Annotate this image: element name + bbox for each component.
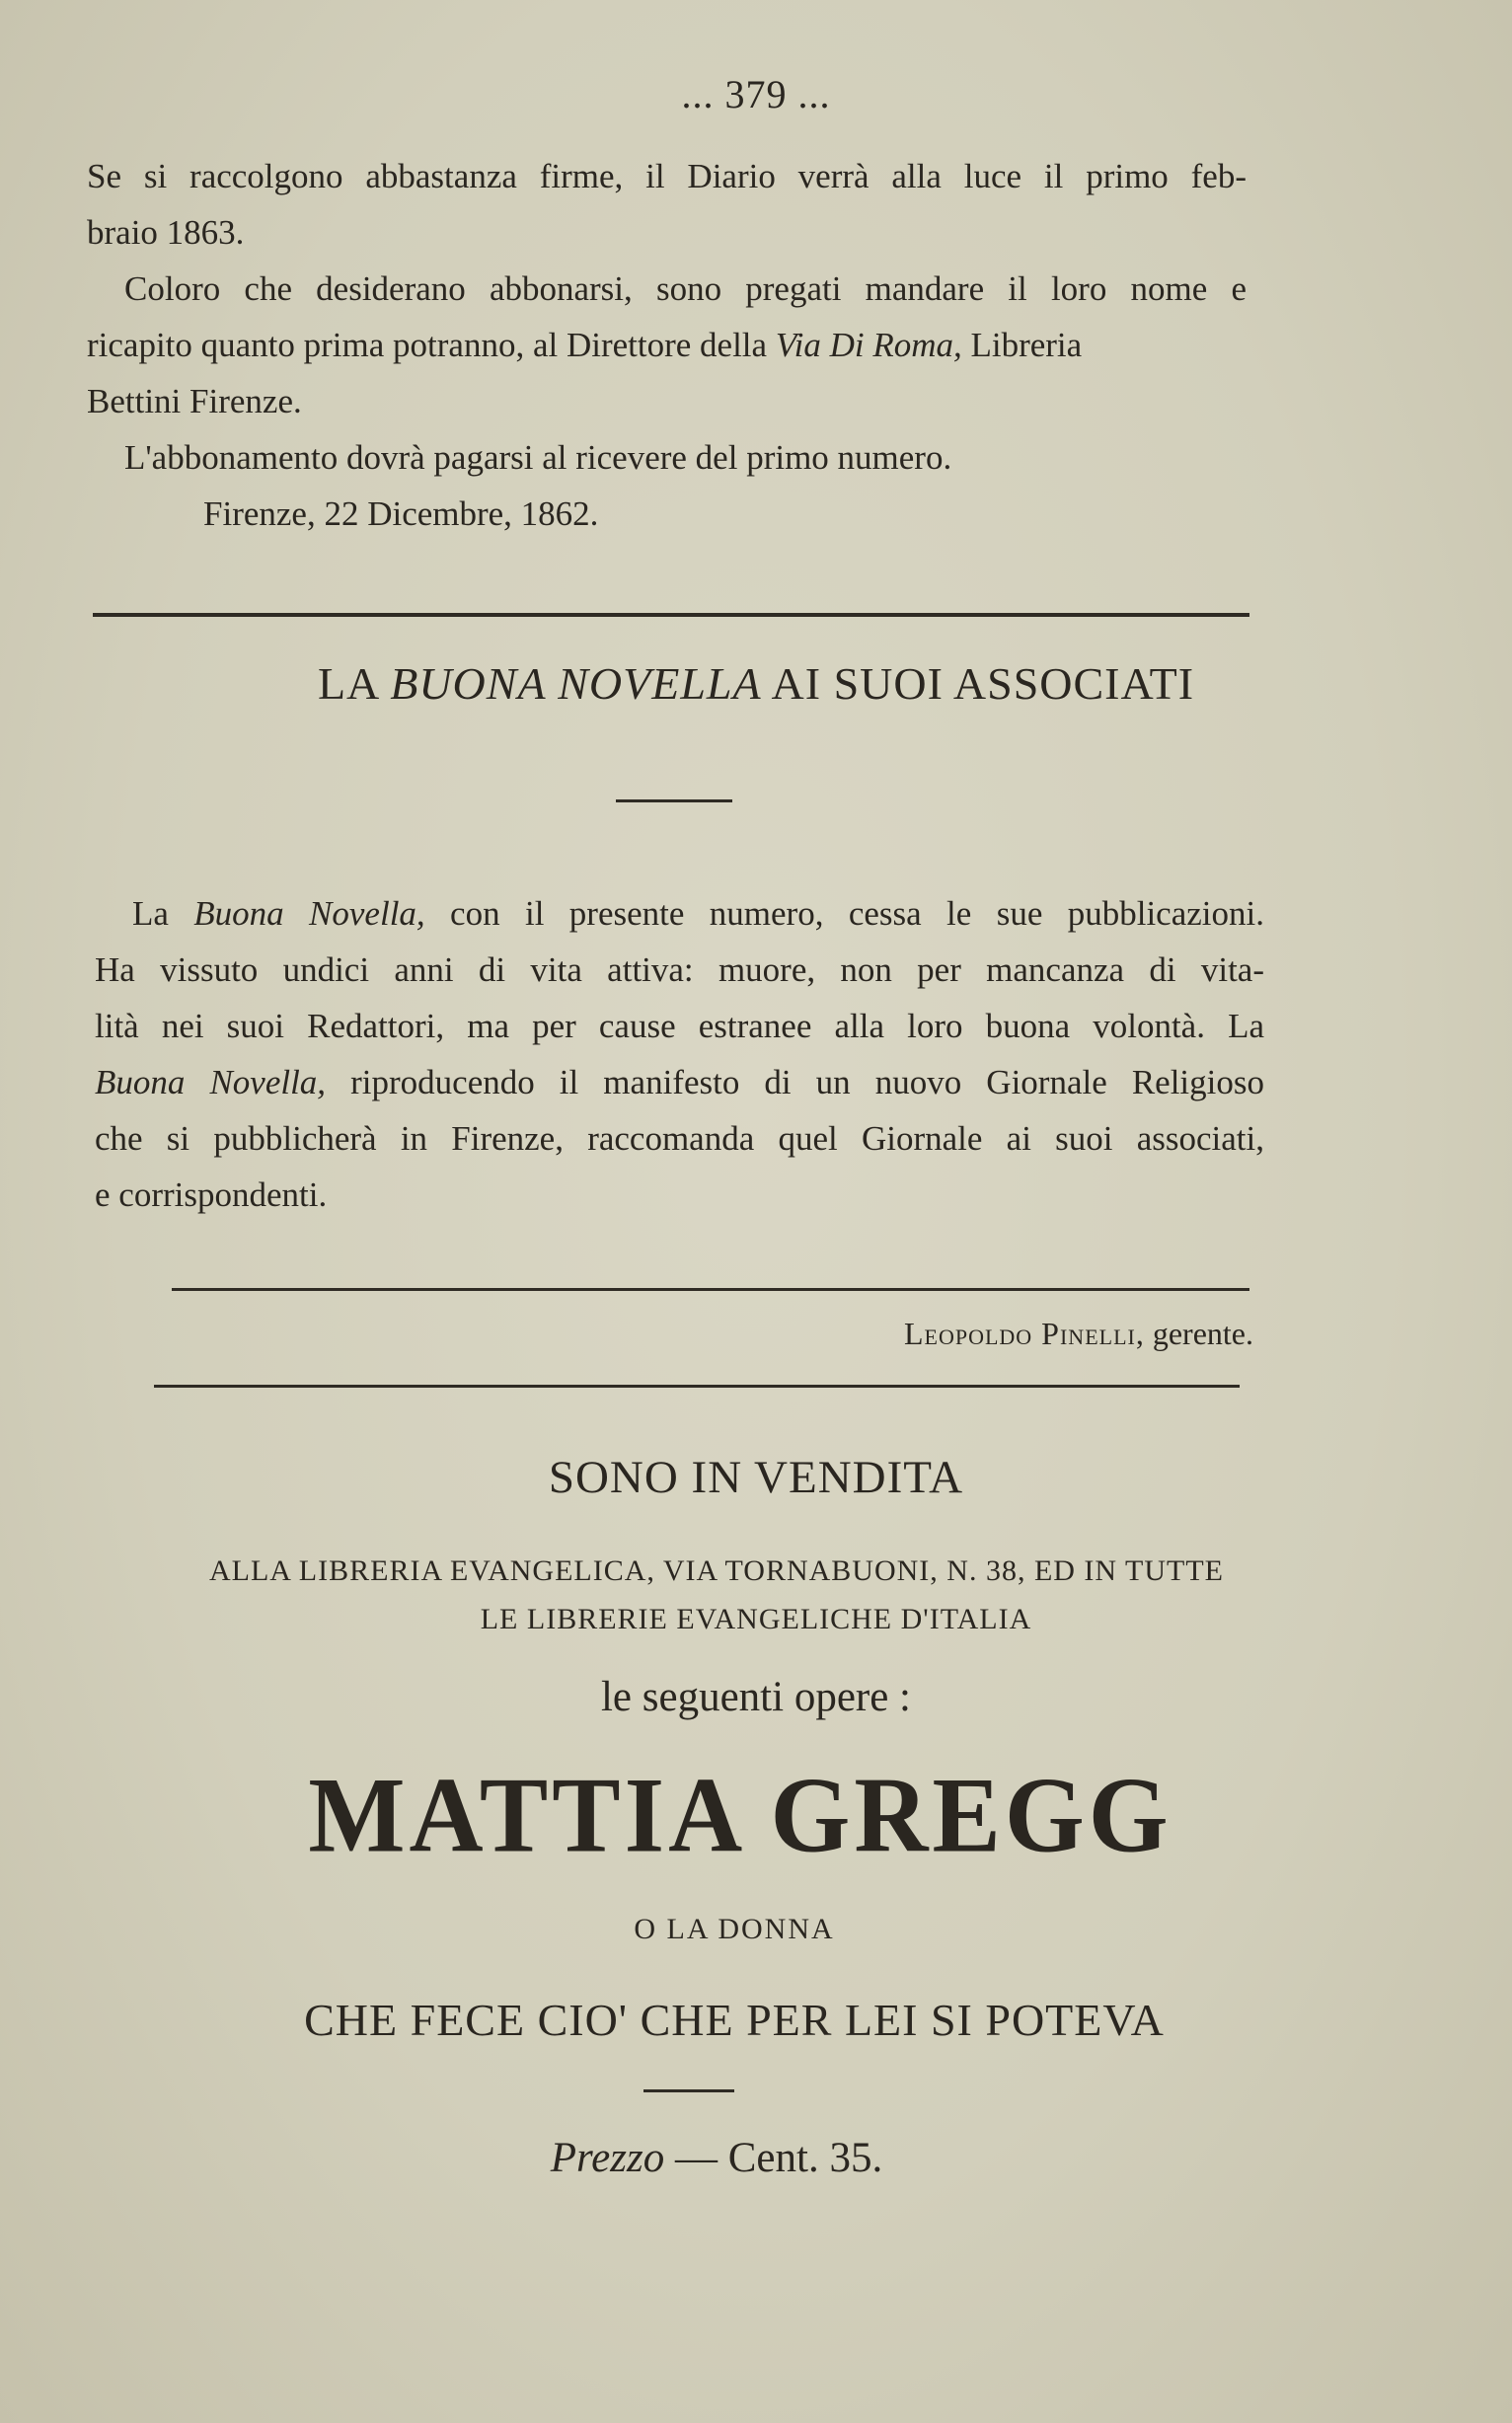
notice-line-2: Ha vissuto undici anni di vita attiva: muore, non per mancanza di vita- bbox=[95, 950, 1264, 989]
notice-line-1-italic: Buona Novella, bbox=[193, 894, 425, 933]
price-divider bbox=[643, 2089, 734, 2092]
signature-name: Leopoldo Pinelli, bbox=[903, 1316, 1145, 1351]
manifesto-line-5: Bettini Firenze. bbox=[87, 382, 302, 420]
manifesto-line-3: Coloro che desiderano abbonarsi, sono pregati mandare il loro nome e bbox=[124, 269, 1247, 308]
advert-sub-2: LE LIBRERIE EVANGELICHE D'ITALIA bbox=[480, 1603, 1032, 1635]
notice-heading bbox=[0, 657, 1512, 710]
book-subtitle-1: O LA DONNA bbox=[634, 1913, 835, 1945]
advert-sub-1: ALLA LIBRERIA EVANGELICA, VIA TORNABUONI, N. 38, ED IN TUTTE bbox=[208, 1554, 1225, 1587]
manifesto-line-4 bbox=[87, 317, 1261, 373]
notice-heading-italic: BUONA NOVELLA bbox=[390, 658, 762, 709]
manifesto-date: Firenze, 22 Dicembre, 1862. bbox=[203, 494, 599, 533]
notice-line-1-a: La bbox=[132, 894, 194, 933]
notice-line-4-italic: Buona Novella, bbox=[95, 1063, 327, 1101]
book-subtitle-2: CHE FECE CIO' CHE PER LEI SI POTEVA bbox=[304, 1995, 1165, 2045]
manifesto-line-4-b: Libreria bbox=[961, 326, 1083, 364]
signature-divider bbox=[172, 1288, 1249, 1291]
journal-name: Via Di Roma, bbox=[775, 326, 962, 364]
manifesto-line-2: braio 1863. bbox=[87, 213, 245, 252]
notice-heading-a: LA bbox=[317, 658, 391, 709]
advert-divider bbox=[154, 1385, 1240, 1388]
advert-intro: le seguenti opere : bbox=[600, 1674, 912, 1720]
short-divider bbox=[616, 799, 732, 802]
notice-line-4-b: riproducendo il manifesto di un nuovo Giornale Religioso bbox=[326, 1063, 1264, 1101]
notice-line-1-b: con il presente numero, cessa le sue pubblicazioni. bbox=[424, 894, 1264, 933]
manifesto-line-1: Se si raccolgono abbastanza firme, il Diario verrà alla luce il primo feb- bbox=[87, 157, 1247, 195]
advert-heading: SONO IN VENDITA bbox=[548, 1452, 964, 1503]
signature-role: gerente. bbox=[1144, 1316, 1253, 1351]
price-separator: — bbox=[664, 2135, 728, 2181]
section-divider bbox=[93, 613, 1249, 617]
price-value: Cent. 35. bbox=[727, 2135, 883, 2181]
price-label: Prezzo bbox=[550, 2135, 665, 2181]
manifesto-line-4-a: ricapito quanto prima potranno, al Direttore della bbox=[87, 326, 776, 364]
notice-line-4 bbox=[95, 1054, 1264, 1110]
notice-heading-b: AI SUOI ASSOCIATI bbox=[761, 658, 1195, 709]
notice-line-5: che si pubblicherà in Firenze, raccomanda quel Giornale ai suoi associati, bbox=[95, 1119, 1264, 1158]
notice-line-6: e corrispondenti. bbox=[95, 1175, 328, 1214]
manifesto-text bbox=[87, 148, 1261, 542]
notice-line-1 bbox=[95, 885, 1264, 942]
notice-line-3: lità nei suoi Redattori, ma per cause estranee alla loro buona volontà. La bbox=[95, 1007, 1264, 1045]
page-number: ... 379 ... bbox=[681, 72, 831, 116]
notice-paragraph bbox=[95, 885, 1264, 1223]
manifesto-line-6: L'abbonamento dovrà pagarsi al ricevere del primo numero. bbox=[124, 438, 952, 477]
price-line bbox=[0, 2134, 1473, 2182]
book-title: MATTIA GREGG bbox=[308, 1756, 1172, 1875]
signature bbox=[904, 1316, 1253, 1352]
